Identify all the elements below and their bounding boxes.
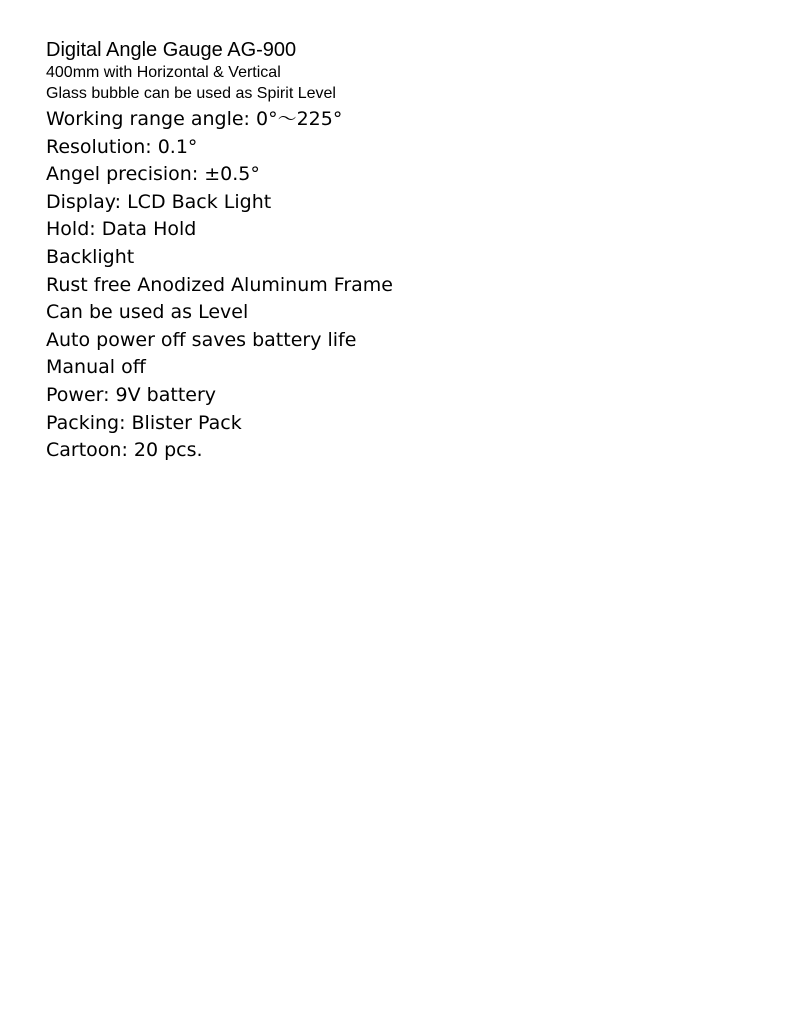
spec-level: Can be used as Level	[46, 301, 249, 324]
spec-frame: Rust free Anodized Aluminum Frame	[46, 273, 393, 296]
spec-working-range: Working range angle: 0°～225°	[46, 108, 343, 130]
spec-precision: Angel precision: ±0.5°	[46, 163, 260, 186]
spec-display: Display: LCD Back Light	[46, 190, 272, 213]
spec-manual-off: Manual off	[46, 356, 146, 379]
spec-carton: Cartoon: 20 pcs.	[46, 439, 203, 462]
spec-backlight: Backlight	[46, 245, 135, 268]
subtitle-line: 400mm with Horizontal & Vertical	[46, 64, 281, 81]
product-spec-sheet	[46, 38, 766, 465]
spec-auto-power-off: Auto power off saves battery life	[46, 328, 357, 351]
spec-list	[46, 106, 766, 465]
spec-resolution: Resolution: 0.1°	[46, 135, 198, 158]
product-title: Digital Angle Gauge AG-900	[46, 39, 297, 61]
spec-power: Power: 9V battery	[46, 383, 217, 406]
spec-packing: Packing: Blister Pack	[46, 411, 242, 434]
subtitle-line: Glass bubble can be used as Spirit Level	[46, 85, 336, 102]
spec-hold: Hold: Data Hold	[46, 218, 197, 241]
